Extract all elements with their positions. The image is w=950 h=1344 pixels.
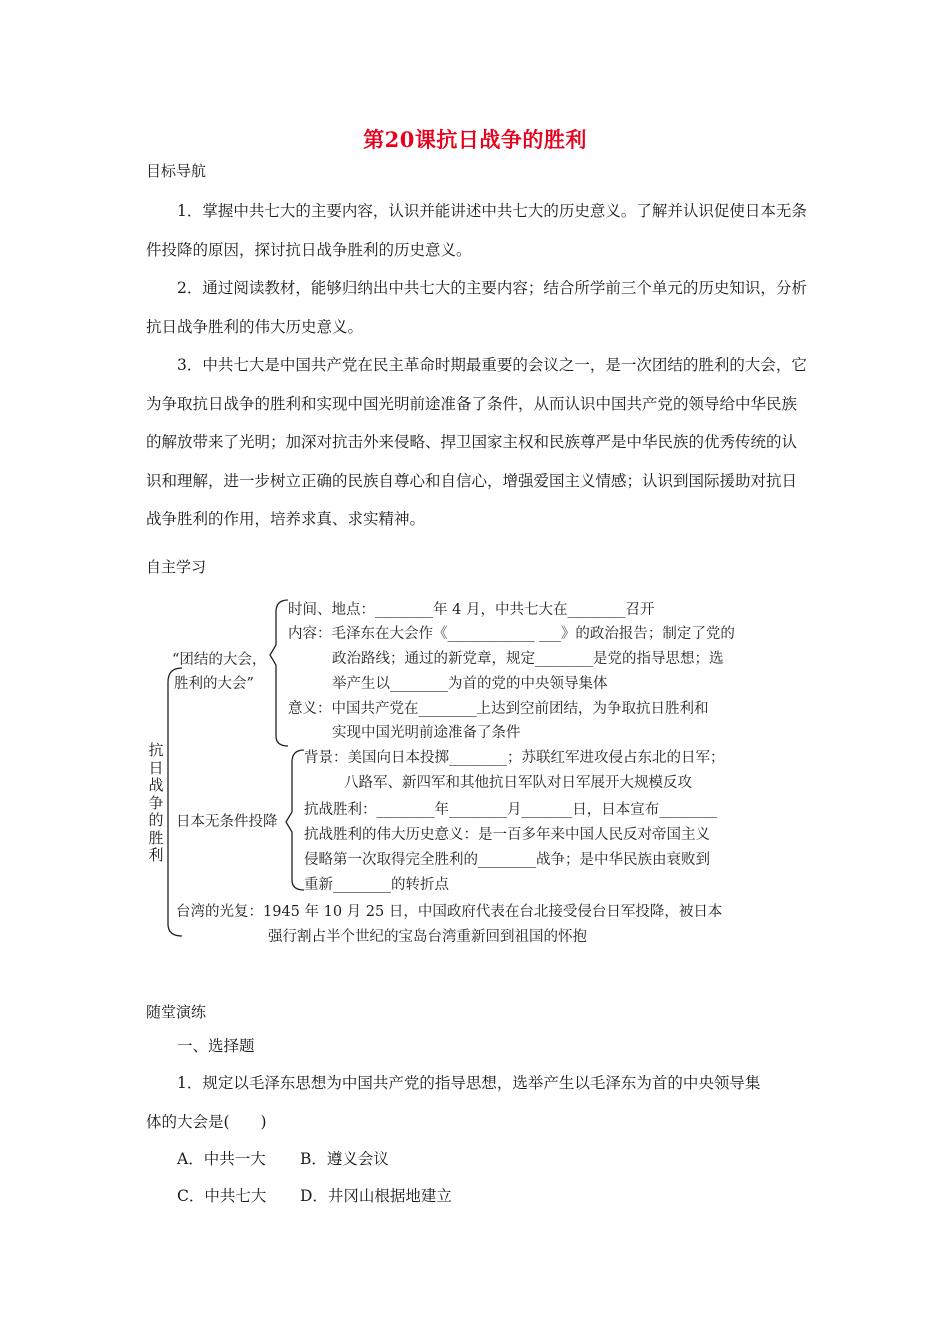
congress-bracket <box>270 600 288 746</box>
question-1-line1: 1．规定以毛泽东思想为中国共产党的指导思想，选举产生以毛泽东为首的中央领导集 <box>177 1074 761 1092</box>
congress-meaning-line2: 实现中国光明前途准备了条件 <box>332 725 521 741</box>
diagram-root-label: 抗日战争的胜利 <box>148 741 164 864</box>
taiwan-recovery-line1: 台湾的光复：1945 年 10 月 25 日，中国政府代表在台北接受侵台日军投降，被日本 <box>176 904 723 920</box>
section-practice-heading: 随堂演练 <box>146 1003 207 1021</box>
congress-content-line1: 内容：毛泽东在大会作《____________ ___》的政治报告；制定了党的 <box>288 626 735 642</box>
option-a: A．中共一大 <box>177 1150 266 1168</box>
surrender-background-line1: 背景：美国向日本投掷________；苏联红军进攻侵占东北的日军； <box>304 750 725 766</box>
option-c: C．中共七大 <box>177 1187 267 1205</box>
page-title: 第20课抗日战争的胜利 <box>363 127 587 152</box>
section-self-study-heading: 自主学习 <box>146 558 207 576</box>
goal-item-3: 3．中共七大是中国共产党在民主革命时期最重要的会议之一，是一次团结的胜利的大会，它为争取抗日战争的胜利和实现中国光明前途准备了条件，从而认识中国共产党的领导给中华民族的解放带来了光明；加深对抗击外来侵略、捍卫国家主权和民族尊严是中华民族的优秀传统的认识和理解，进一步树立正确的民族自尊心和自信心，增强爱国主义情感；认识到国际援助对抗日战争胜利的作用，培养求真、求实精神。 <box>146 356 807 528</box>
question-1-line2: 体的大会是( ) <box>146 1113 267 1131</box>
option-d: D．井冈山根据地建立 <box>300 1187 452 1205</box>
congress-meaning-line1: 意义：中国共产党在________上达到空前团结，为争取抗日胜利和 <box>288 701 709 717</box>
section-goals-heading: 目标导航 <box>146 162 207 180</box>
congress-content-line3: 举产生以________为首的党的中央领导集体 <box>332 676 608 692</box>
congress-label-line1: “团结的大会， <box>172 652 267 668</box>
surrender-significance-line2: 侵略第一次取得完全胜利的________战争；是中华民族由衰败到 <box>304 852 710 868</box>
taiwan-recovery-line2: 强行割占半个世纪的宝岛台湾重新回到祖国的怀抱 <box>268 929 587 945</box>
surrender-background-line2: 八路军、新四军和其他抗日军队对日军展开大规模反攻 <box>344 775 692 791</box>
congress-label-line2: 胜利的大会” <box>174 676 254 692</box>
goal-item-2: 2．通过阅读教材，能够归纳出中共七大的主要内容；结合所学前三个单元的历史知识，分析抗日战争胜利的伟大历史意义。 <box>146 279 807 336</box>
surrender-label: 日本无条件投降 <box>176 814 278 830</box>
surrender-significance-line1: 抗战胜利的伟大历史意义：是一百多年来中国人民反对帝国主义 <box>304 827 710 843</box>
congress-content-line2: 政治路线；通过的新党章，规定________是党的指导思想；选 <box>332 651 724 667</box>
quiz-section-heading: 一、选择题 <box>177 1037 255 1055</box>
surrender-bracket <box>286 750 304 890</box>
goal-item-1: 1．掌握中共七大的主要内容，认识并能讲述中共七大的历史意义。了解并认识促使日本无条件投降的原因，探讨抗日战争胜利的历史意义。 <box>146 202 807 259</box>
option-b: B．遵义会议 <box>300 1150 389 1168</box>
surrender-victory-date: 抗战胜利：________年________月_______日，日本宣布________ <box>304 802 718 818</box>
main-bracket <box>168 668 182 936</box>
congress-time-place: 时间、地点：________年 4 月，中共七大在________召开 <box>288 602 655 618</box>
surrender-significance-line3: 重新________的转折点 <box>304 877 449 893</box>
